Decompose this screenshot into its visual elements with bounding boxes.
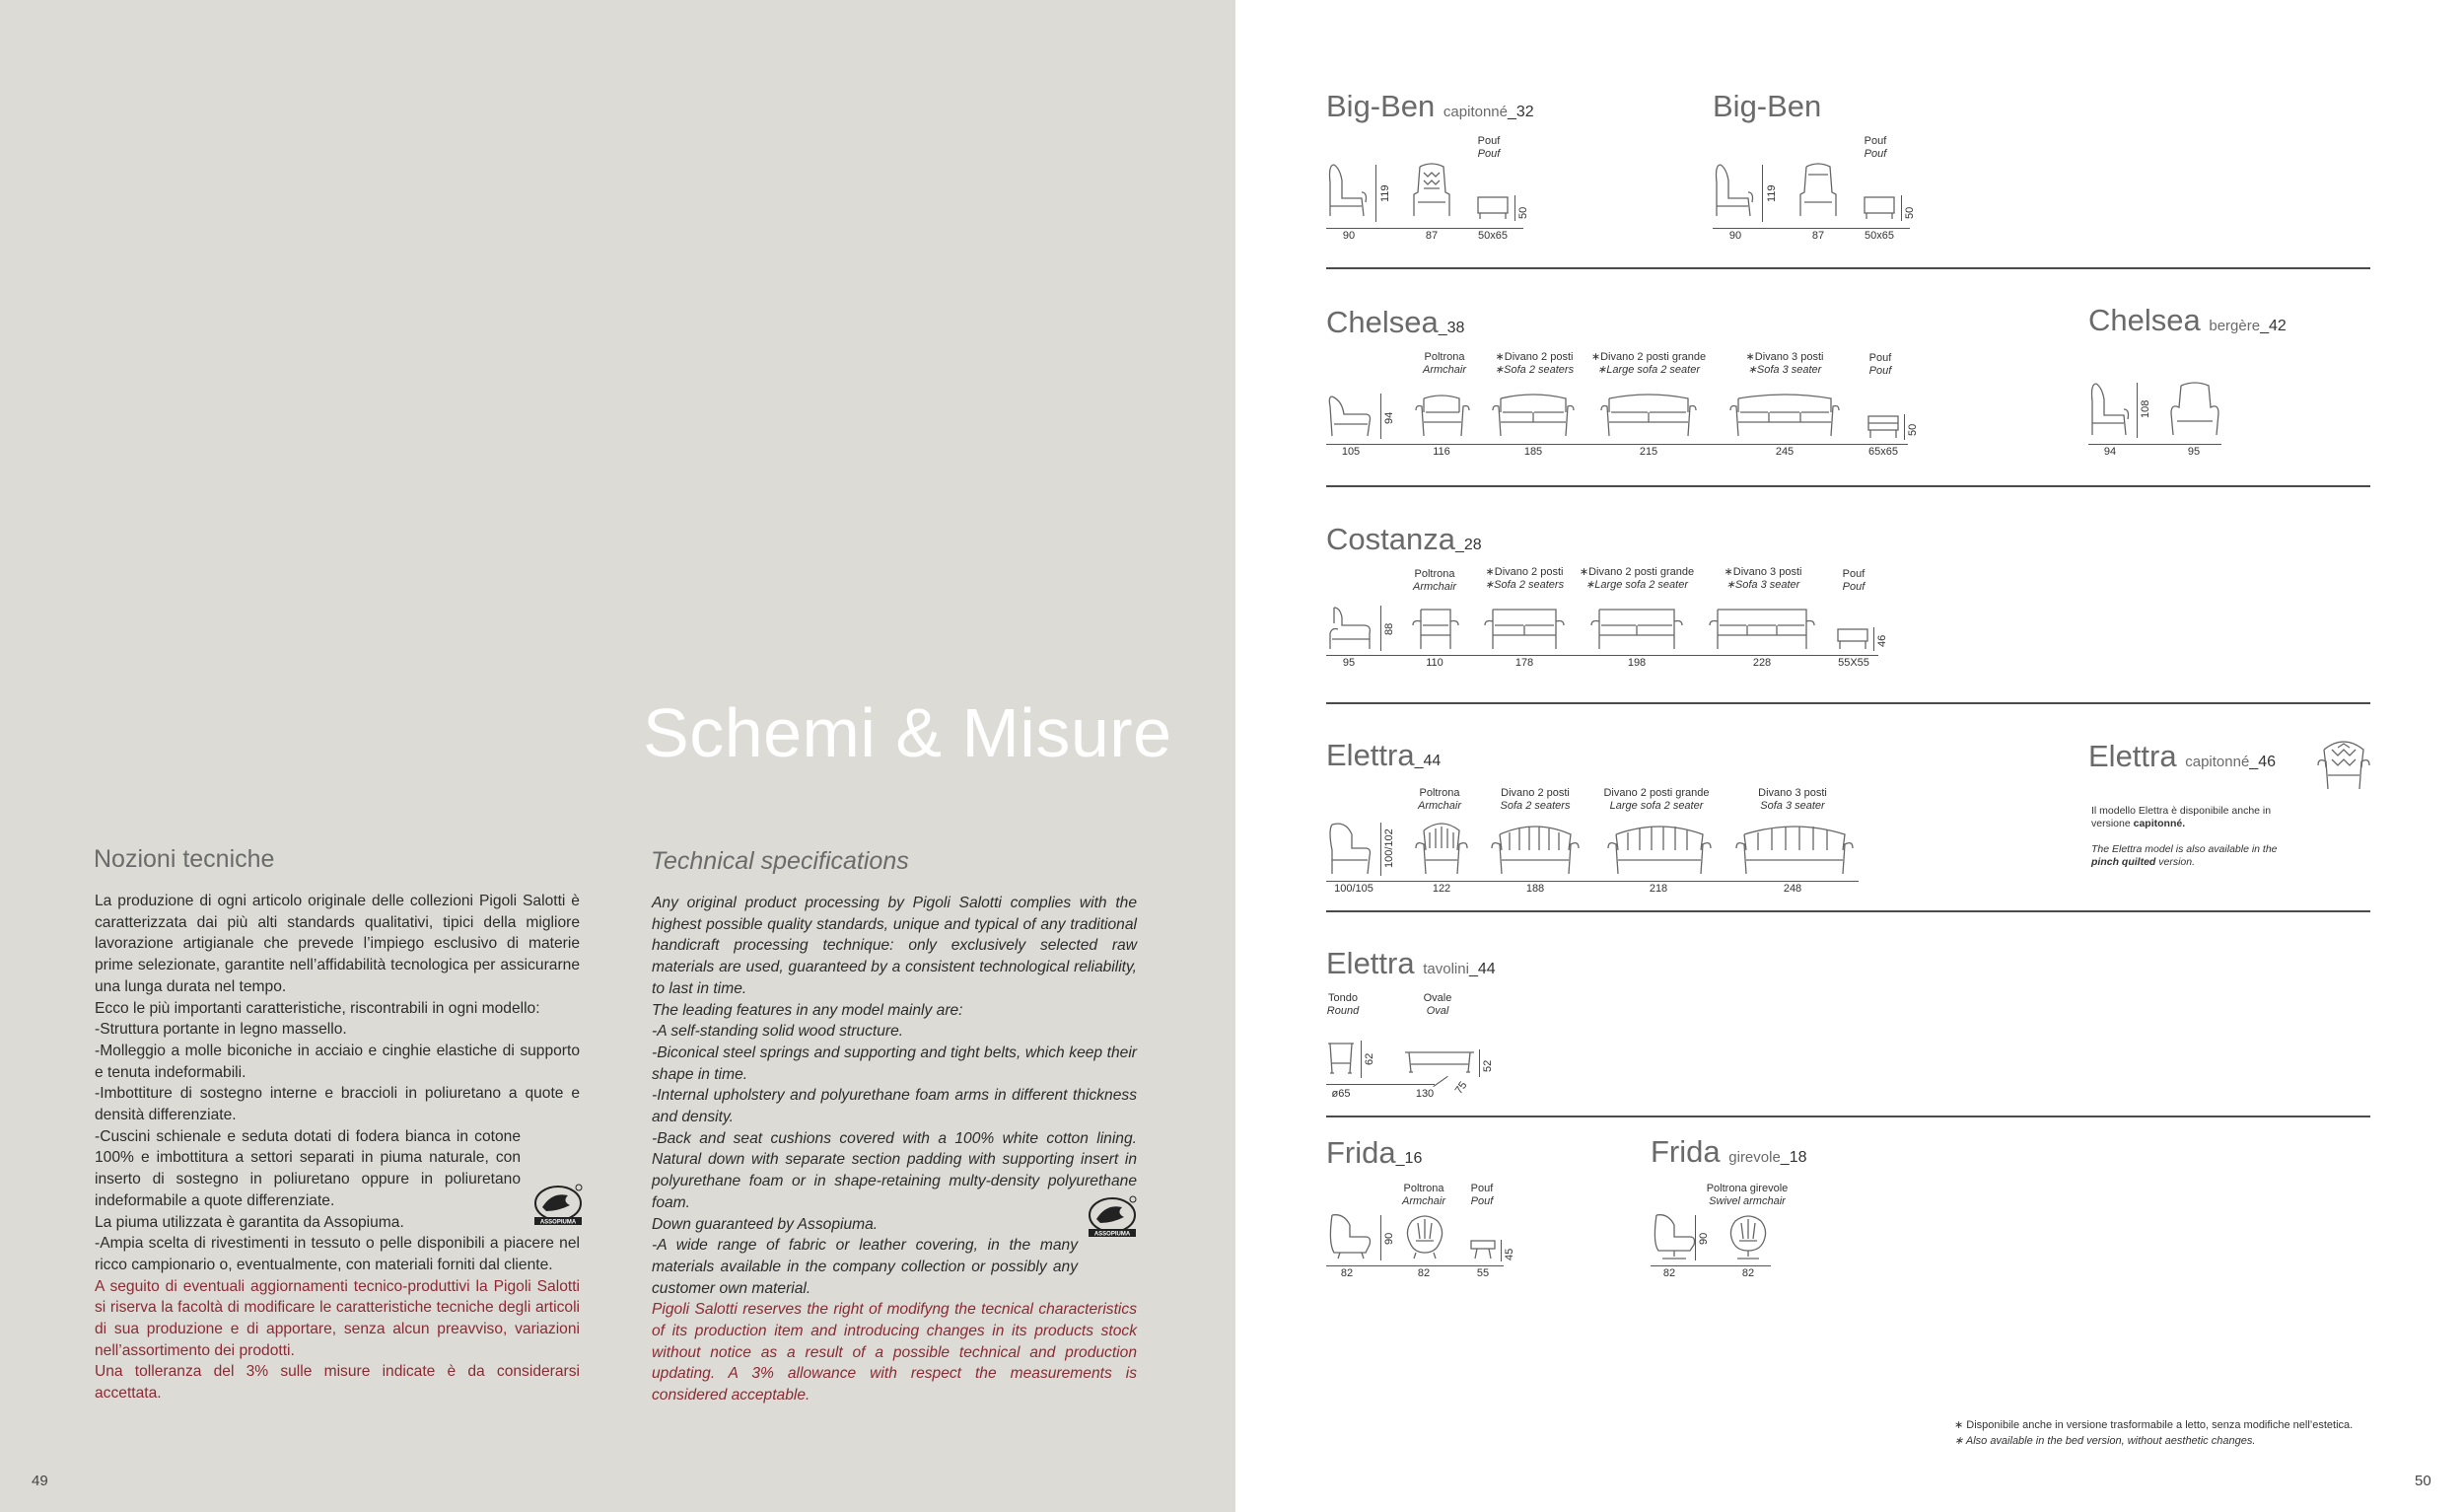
- swivel-armchair-front-drawing: [1727, 1213, 1769, 1262]
- sofa-3-drawing: [1728, 393, 1841, 440]
- sofa-2-drawing: [1490, 821, 1581, 878]
- label-sofa-2: ∗Divano 2 posti ∗Sofa 2 seaters: [1494, 351, 1575, 376]
- dimension-width: 105: [1341, 446, 1361, 458]
- english-paragraph: -Internal upholstery and polyurethane foam arms in different thickness and density.: [652, 1087, 1137, 1126]
- italian-text: [95, 891, 580, 1404]
- armchair-side-drawing: [1326, 604, 1375, 653]
- swivel-armchair-side-drawing: [1651, 1213, 1700, 1262]
- label-pouf: Pouf Pouf: [1477, 135, 1501, 160]
- model-title-frida: Frida_16: [1326, 1135, 1423, 1170]
- italian-tolerance: Una tolleranza del 3% sulle misure indicate è da considerarsi accettata.: [95, 1363, 580, 1403]
- dimension-width: 82: [1741, 1267, 1755, 1279]
- pouf-drawing: [1469, 1239, 1497, 1260]
- label-sofa-3: ∗Divano 3 posti ∗Sofa 3 seater: [1724, 566, 1802, 591]
- dimension-width: 95: [1342, 657, 1356, 669]
- dimension-width: 65x65: [1868, 446, 1898, 458]
- section-divider: [1326, 485, 2370, 487]
- dimension-height: 119: [1766, 184, 1778, 202]
- svg-text:ASSOPIUMA: ASSOPIUMA: [539, 1219, 577, 1226]
- page-number-left: 49: [32, 1473, 48, 1489]
- page-title: Schemi & Misure: [643, 694, 1172, 771]
- english-paragraph: -A wide range of fabric or leather covering, in the many materials available in the company collection or possibly any customer own material.: [652, 1237, 1078, 1297]
- dimension-height: 52: [1482, 1059, 1494, 1072]
- label-pouf: Pouf Pouf: [1868, 352, 1892, 377]
- dimension-height: 50: [1904, 206, 1916, 219]
- dimension-width: 50x65: [1478, 230, 1508, 242]
- dimension-width: 87: [1811, 230, 1825, 242]
- assopiuma-logo: [1087, 1193, 1138, 1241]
- model-title-frida-girevole: Frida girevole_18: [1651, 1134, 1807, 1169]
- dimension-width: 122: [1432, 883, 1451, 895]
- dimension-height: 108: [2140, 399, 2151, 418]
- dimension-width: 110: [1426, 657, 1443, 669]
- dimension-height: 90: [1698, 1232, 1710, 1245]
- elettra-capitonne-note-en: The Elettra model is also available in the pinch quilted version.: [2091, 843, 2278, 868]
- pouf-drawing: [1866, 414, 1900, 440]
- italian-disclaimer: A seguito di eventuali aggiornamenti tecnico-produttivi la Pigoli Salotti si riserva la facoltà di modificare le caratteristiche tecniche degli articoli di sua produzione e di apportare, senza alcun preavviso, variazioni nell’assortimento dei prodotti.: [95, 1277, 580, 1359]
- model-title-chelsea-bergere: Chelsea bergère_42: [2088, 303, 2287, 337]
- english-paragraph: -Biconical steel springs and supporting and tight belts, which keep their shape in time.: [652, 1044, 1137, 1083]
- dimension-width: 130: [1415, 1088, 1435, 1100]
- armchair-front-drawing: [1411, 604, 1460, 653]
- model-title-chelsea: Chelsea_38: [1326, 305, 1465, 339]
- model-title-bigben-capitonne: Big-Ben capitonné_32: [1326, 89, 1534, 123]
- italian-paragraph: -Imbottiture di sostegno interne e braccioli in poliuretano a quote e densità differenziate.: [95, 1085, 580, 1124]
- sofa-2-drawing: [1483, 604, 1566, 653]
- model-title-costanza: Costanza_28: [1326, 522, 1482, 556]
- footnote-it: ∗ Disponibile anche in versione trasformabile a letto, senza modifiche nell’estetica.: [1954, 1419, 2354, 1431]
- dimension-height: 50: [1907, 423, 1919, 436]
- label-large-sofa-2: Divano 2 posti grande Large sofa 2 seater: [1603, 787, 1710, 812]
- sofa-2-drawing: [1491, 393, 1576, 440]
- dimension-width: 90: [1342, 230, 1356, 242]
- dimension-width: 248: [1783, 883, 1802, 895]
- dimension-width: 82: [1662, 1267, 1676, 1279]
- wingchair-side-drawing: [2088, 382, 2133, 439]
- elettra-capitonne-note-it: Il modello Elettra è disponibile anche in versione capitonné.: [2091, 805, 2272, 829]
- label-large-sofa-2: ∗Divano 2 posti grande ∗Large sofa 2 seater: [1590, 351, 1707, 376]
- section-divider: [1326, 1116, 2370, 1117]
- dimension-width: 198: [1627, 657, 1647, 669]
- dimension-width: 185: [1523, 446, 1543, 458]
- dimension-width: 116: [1433, 446, 1450, 458]
- dimension-width: 100/105: [1334, 883, 1373, 895]
- dimension-width: 55: [1476, 1267, 1490, 1279]
- label-sofa-2: ∗Divano 2 posti ∗Sofa 2 seaters: [1484, 566, 1565, 591]
- model-title-elettra-capitonne: Elettra capitonné_46: [2088, 739, 2276, 773]
- label-pouf: Pouf Pouf: [1864, 135, 1887, 160]
- model-title-elettra: Elettra_44: [1326, 738, 1442, 772]
- dimension-width: 50x65: [1865, 230, 1894, 242]
- armchair-side-drawing: [1326, 393, 1375, 442]
- quilted-armchair-drawing: [2316, 738, 2371, 793]
- dimension-height: 119: [1379, 184, 1391, 202]
- dimension-depth: 75: [1452, 1079, 1470, 1097]
- sofa-3-drawing: [1734, 821, 1855, 878]
- english-heading: Technical specifications: [651, 847, 909, 875]
- italian-paragraph: Ecco le più importanti caratteristiche, riscontrabili in ogni modello:: [95, 999, 540, 1017]
- label-sofa-3: ∗Divano 3 posti ∗Sofa 3 seater: [1745, 351, 1824, 376]
- armchair-front-drawing: [1404, 1213, 1445, 1262]
- sofa-3-drawing: [1708, 604, 1816, 653]
- oval-table-drawing: [1403, 1048, 1477, 1078]
- wingchair-front-drawing: [1796, 163, 1841, 222]
- svg-text:ASSOPIUMA: ASSOPIUMA: [1093, 1231, 1131, 1238]
- wingchair-side-drawing: [1713, 163, 1757, 222]
- label-pouf: Pouf Pouf: [1470, 1183, 1494, 1207]
- section-divider: [1326, 267, 2370, 269]
- dimension-width: 218: [1649, 883, 1668, 895]
- large-sofa-2-drawing: [1606, 821, 1713, 878]
- label-armchair: Poltrona Armchair: [1417, 787, 1462, 812]
- model-title-elettra-tavolini: Elettra tavolini_44: [1326, 946, 1496, 980]
- english-paragraph: Down guaranteed by Assopiuma.: [652, 1215, 879, 1233]
- dimension-height: 94: [1383, 411, 1395, 424]
- model-title-bigben: Big-Ben: [1713, 89, 1822, 123]
- dimension-width: 245: [1775, 446, 1795, 458]
- armchair-side-drawing: [1326, 1213, 1375, 1262]
- round-table-drawing: [1326, 1040, 1356, 1079]
- english-paragraph: The leading features in any model mainly are:: [652, 1001, 963, 1019]
- dimension-width: 55X55: [1838, 657, 1869, 669]
- dimension-width: 215: [1639, 446, 1658, 458]
- armchair-front-drawing: [1414, 821, 1469, 878]
- dimension-width: 228: [1752, 657, 1772, 669]
- dimension-height: 100/102: [1383, 828, 1395, 868]
- dimension-diameter: ø65: [1331, 1088, 1351, 1100]
- dimension-width: 94: [2103, 446, 2117, 458]
- label-armchair: Poltrona Armchair: [1401, 1183, 1446, 1207]
- english-text: [652, 893, 1137, 1406]
- pouf-drawing: [1836, 627, 1869, 651]
- label-oval: Ovale Oval: [1423, 992, 1452, 1017]
- wingchair-side-drawing: [1326, 163, 1371, 222]
- dimension-height: 62: [1364, 1052, 1375, 1065]
- page-number-right: 50: [2415, 1473, 2431, 1489]
- dimension-height: 45: [1504, 1248, 1515, 1260]
- label-large-sofa-2: ∗Divano 2 posti grande ∗Large sofa 2 seater: [1579, 566, 1695, 591]
- armchair-side-drawing: [1326, 821, 1375, 878]
- label-round: Tondo Round: [1326, 992, 1360, 1017]
- label-sofa-2: Divano 2 posti Sofa 2 seaters: [1500, 787, 1571, 812]
- italian-heading: Nozioni tecniche: [94, 845, 275, 873]
- assopiuma-logo: [532, 1182, 584, 1229]
- dimension-height: 88: [1383, 622, 1395, 635]
- pouf-drawing: [1476, 195, 1510, 221]
- english-paragraph: Any original product processing by Pigoli Salotti complies with the highest possible quality standards, unique and typical of any traditional handicraft processing technique: only exclusively selected raw materials are used, guaranteed by a consistent technological reliability, to last in time.: [652, 895, 1137, 997]
- large-sofa-2-drawing: [1599, 393, 1698, 440]
- italian-paragraph: -Cuscini schienale e seduta dotati di fodera bianca in cotone 100% e imbottitura a settori separati in piuma naturale, con inserto di sostegno in poliuretano oppure in poliuretano indeformabile a quote differenziate.: [95, 1127, 521, 1209]
- english-paragraph: -Back and seat cushions covered with a 100% white cotton lining. Natural down with separate section padding with supporting insert in polyurethane foam or in shape-retaining multy-density polyurethane foam.: [652, 1129, 1137, 1211]
- dimension-height: 90: [1383, 1232, 1395, 1245]
- section-divider: [1326, 910, 2370, 912]
- dimension-width: 188: [1525, 883, 1545, 895]
- label-armchair: Poltrona Armchair: [1422, 351, 1467, 376]
- wingchair-front-drawing: [1410, 163, 1454, 222]
- dimension-width: 87: [1425, 230, 1439, 242]
- english-paragraph: -A self-standing solid wood structure.: [652, 1023, 904, 1041]
- dimension-width: 82: [1340, 1267, 1354, 1279]
- large-sofa-2-drawing: [1589, 604, 1684, 653]
- italian-paragraph: -Molleggio a molle biconiche in acciaio e cinghie elastiche di supporto e tenuta indeformabili.: [95, 1042, 580, 1081]
- italian-paragraph: -Ampia scelta di rivestimenti in tessuto o pelle disponibili a piacere nel ricco campionario o, eventualmente, con materiali forniti dal cliente.: [95, 1235, 580, 1273]
- italian-paragraph: -Struttura portante in legno massello.: [95, 1021, 347, 1039]
- footnote-en: ∗ Also available in the bed version, without aesthetic changes.: [1954, 1435, 2256, 1447]
- italian-paragraph: La produzione di ogni articolo originale delle collezioni Pigoli Salotti è caratterizzata dai più alti standards qualitativi, tipici della migliore lavorazione artigianale che prevede l’impiego esclusivo di materie prime selezionate, garantite nell’affidabilità tecnologica per assicurarne una lunga durata nel tempo.: [95, 893, 580, 995]
- dimension-width: 95: [2187, 446, 2201, 458]
- dimension-width: 82: [1417, 1267, 1431, 1279]
- wingchair-front-drawing: [2169, 382, 2220, 439]
- dimension-height: 50: [1517, 206, 1529, 219]
- label-armchair: Poltrona Armchair: [1412, 568, 1457, 593]
- label-pouf: Pouf Pouf: [1842, 568, 1866, 593]
- label-sofa-3: Divano 3 posti Sofa 3 seater: [1758, 787, 1827, 812]
- dimension-height: 46: [1876, 634, 1888, 647]
- dimension-width: 90: [1728, 230, 1742, 242]
- italian-paragraph: La piuma utilizzata è garantita da Assopiuma.: [95, 1213, 404, 1231]
- english-disclaimer: Pigoli Salotti reserves the right of modifyng the tecnical characteristics of its production item and introducing changes in its products stock without notice as a result of a possible technical and production updating. A 3% allowance with respect the measurements is considered acceptable.: [652, 1301, 1137, 1404]
- label-swivel-armchair: Poltrona girevole Swivel armchair: [1706, 1183, 1789, 1207]
- section-divider: [1326, 702, 2370, 704]
- armchair-front-drawing: [1414, 393, 1471, 440]
- dimension-width: 178: [1514, 657, 1534, 669]
- pouf-drawing: [1863, 195, 1896, 221]
